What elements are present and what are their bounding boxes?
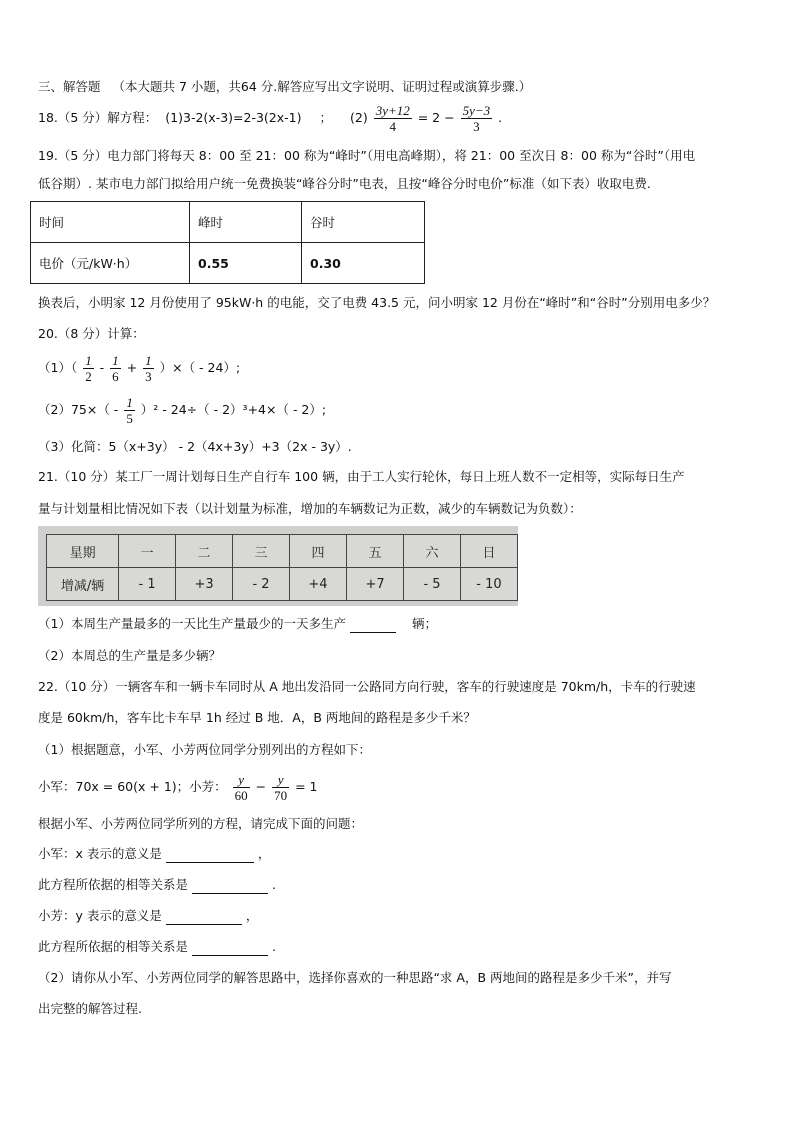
q18-fraction-2 [461, 103, 493, 134]
q22-equations [38, 770, 317, 804]
price-header-peak: 峰时 [190, 202, 302, 243]
q22-a1-end: ， [257, 846, 271, 861]
q20-p1-minus: - [99, 360, 105, 375]
q19-line-3: 换表后，小明家 12 月份使用了 95kW·h 的电能，交了电费 43.5 元，问小明家 12 月份在“峰时”和“谷时”分别用电多少？ [38, 295, 716, 310]
q22-a2-end: . [271, 877, 276, 892]
q22-a1-blank[interactable] [166, 848, 254, 863]
q20-p2-numerator: 1 [126, 395, 133, 410]
q22-f1-denominator: 60 [234, 788, 248, 803]
q22-line-1: 22.（10 分）一辆客车和一辆卡车同时从 A 地出发沿同一公路同方向行驶，客车的行驶速度是 70km/h，卡车的行驶速 [38, 679, 696, 694]
price-table [30, 201, 425, 284]
q22-equation-end: = 1 [295, 779, 318, 794]
q22-minus: − [255, 779, 267, 794]
price-valley-value: 0.30 [302, 243, 425, 284]
q22-instruction: 根据小军、小芳两位同学所列的方程，请完成下面的问题： [38, 816, 364, 831]
q20-p1-fraction-b [110, 353, 121, 384]
production-table-photo [38, 526, 518, 606]
q22-f2-numerator: y [272, 772, 289, 788]
price-header-time: 时间 [31, 202, 190, 243]
q20-part-1 [38, 352, 240, 384]
q21-p1-text: （1）本周生产量最多的一天比生产量最少的一天多生产 [38, 616, 346, 631]
q20-p1-fraction-a [83, 353, 94, 384]
q20-p1-b-numerator: 1 [112, 353, 119, 368]
q20-p2-suffix: ）² - 24÷（ - 2）³+4×（ - 2）; [140, 402, 327, 417]
q18-equation-2-prefix: (2) [349, 110, 368, 125]
q20-p1-fraction-c [143, 353, 154, 384]
price-header-valley: 谷时 [302, 202, 425, 243]
q19-line-2: 低谷期）. 某市电力部门拟给用户统一免费换装“峰谷分时”电表，且按“峰谷分时电价”标准（如下表）收取电费. [38, 176, 651, 191]
q20-p1-prefix: （1）（ [38, 360, 78, 375]
production-header-wed: 三 [233, 535, 290, 568]
q22-answer-2 [38, 876, 276, 894]
production-header-fri: 五 [347, 535, 404, 568]
production-row-label: 增减/辆 [47, 568, 119, 601]
q22-part-2-line-1: （2）请你从小军、小芳两位同学的解答思路中，选择你喜欢的一种思路“求 A，B 两地间的路程是多少千米”，并写 [38, 970, 672, 985]
production-value-wed: - 2 [233, 568, 290, 601]
production-header-sun: 日 [460, 535, 517, 568]
production-value-fri: +7 [347, 568, 404, 601]
production-header-sat: 六 [404, 535, 461, 568]
q21-p1-unit: 辆； [411, 616, 437, 631]
q20-p1-plus: + [126, 360, 138, 375]
q22-line-2: 度是 60km/h，客车比卡车早 1h 经过 B 地．A，B 两地间的路程是多少千米？ [38, 710, 476, 725]
production-value-thu: +4 [289, 568, 346, 601]
q18-end: . [498, 110, 503, 125]
q18-fraction-1 [374, 103, 412, 134]
q18-f2-numerator: 5y−3 [462, 103, 491, 118]
q20-part-2 [38, 394, 326, 426]
q21-part-2: （2）本周总的生产量是多少辆？ [38, 648, 221, 663]
q20-p1-c-denominator: 3 [145, 369, 152, 384]
q22-fraction-1 [233, 772, 250, 803]
q18-f1-numerator: 3y+12 [375, 103, 410, 118]
q20-p2-denominator: 5 [126, 411, 133, 426]
q19-line-1: 19.（5 分）电力部门将每天 8：00 至 21：00 称为“峰时”（用电高峰期），将 21：00 至次日 8：00 称为“谷时”（用电 [38, 148, 696, 163]
q20-p1-a-numerator: 1 [85, 353, 92, 368]
production-header-weekday: 星期 [47, 535, 119, 568]
q21-answer-blank[interactable] [350, 618, 396, 633]
production-header-mon: 一 [119, 535, 176, 568]
production-value-sun: - 10 [460, 568, 517, 601]
q22-a3-blank[interactable] [166, 910, 242, 925]
q22-a1-text: 小军：x 表示的意义是 [38, 846, 162, 861]
production-value-tue: +3 [176, 568, 233, 601]
q22-fraction-2 [272, 772, 289, 803]
table-row [31, 243, 425, 284]
production-header-tue: 二 [176, 535, 233, 568]
q20-part-3: （3）化简：5（x+3y） - 2（4x+3y）+3（2x - 3y）. [38, 439, 352, 454]
q18-f2-denominator: 3 [473, 119, 480, 134]
q22-a4-end: . [271, 939, 276, 954]
production-value-sat: - 5 [404, 568, 461, 601]
production-table [46, 534, 518, 601]
table-row [47, 535, 518, 568]
q18-middle: = 2 − [417, 110, 455, 125]
q21-part-1 [38, 615, 437, 633]
question-18 [38, 103, 502, 134]
q20-p2-prefix: （2）75×（ - [38, 402, 119, 417]
q22-answer-1 [38, 845, 270, 863]
q20-p1-b-denominator: 6 [112, 369, 119, 384]
table-row [47, 568, 518, 601]
q22-equation-junjun: 小军：70x = 60(x + 1)；小芳： [38, 779, 227, 794]
q22-a4-text: 此方程所依据的相等关系是 [38, 939, 189, 954]
q21-line-1: 21.（10 分）某工厂一周计划每日生产自行车 100 辆，由于工人实行轮休，每日上班人数不一定相等，实际每日生产 [38, 469, 685, 484]
q22-a3-text: 小芳：y 表示的意义是 [38, 908, 162, 923]
q22-part-2-line-2: 出完整的解答过程. [38, 1001, 142, 1016]
q20-p1-a-denominator: 2 [85, 369, 92, 384]
q18-separator: ； [319, 110, 332, 125]
price-peak-value: 0.55 [190, 243, 302, 284]
q18-number: 18.（5 分）解方程： [38, 110, 158, 125]
q22-answer-4 [38, 938, 276, 956]
q20-title: 20.（8 分）计算： [38, 326, 145, 341]
q20-p1-suffix: ）×（ - 24）; [159, 360, 241, 375]
q22-a4-blank[interactable] [192, 941, 268, 956]
section-note: （本大题共 7 小题，共64 分.解答应写出文字说明、证明过程或演算步骤.） [112, 79, 532, 94]
q20-p2-fraction [124, 395, 135, 426]
production-value-mon: - 1 [119, 568, 176, 601]
q22-a2-text: 此方程所依据的相等关系是 [38, 877, 189, 892]
q22-part-1: （1）根据题意，小军、小芳两位同学分别列出的方程如下： [38, 742, 371, 757]
q22-a2-blank[interactable] [192, 879, 268, 894]
q22-a3-end: ， [245, 908, 259, 923]
section-header [38, 78, 531, 96]
q20-p1-c-numerator: 1 [145, 353, 152, 368]
q21-line-2: 量与计划量相比情况如下表（以计划量为标准，增加的车辆数记为正数，减少的车辆数记为负数）： [38, 501, 582, 516]
q22-answer-3 [38, 907, 258, 925]
table-row [31, 202, 425, 243]
q22-f1-numerator: y [233, 772, 250, 788]
q18-equation-1: (1)3-2(x-3)=2-3(2x-1) [165, 110, 302, 125]
section-title: 三、解答题 [38, 79, 101, 94]
q18-f1-denominator: 4 [389, 119, 396, 134]
price-row-label: 电价（元/kW·h） [31, 243, 190, 284]
q22-f2-denominator: 70 [274, 788, 288, 803]
production-header-thu: 四 [289, 535, 346, 568]
